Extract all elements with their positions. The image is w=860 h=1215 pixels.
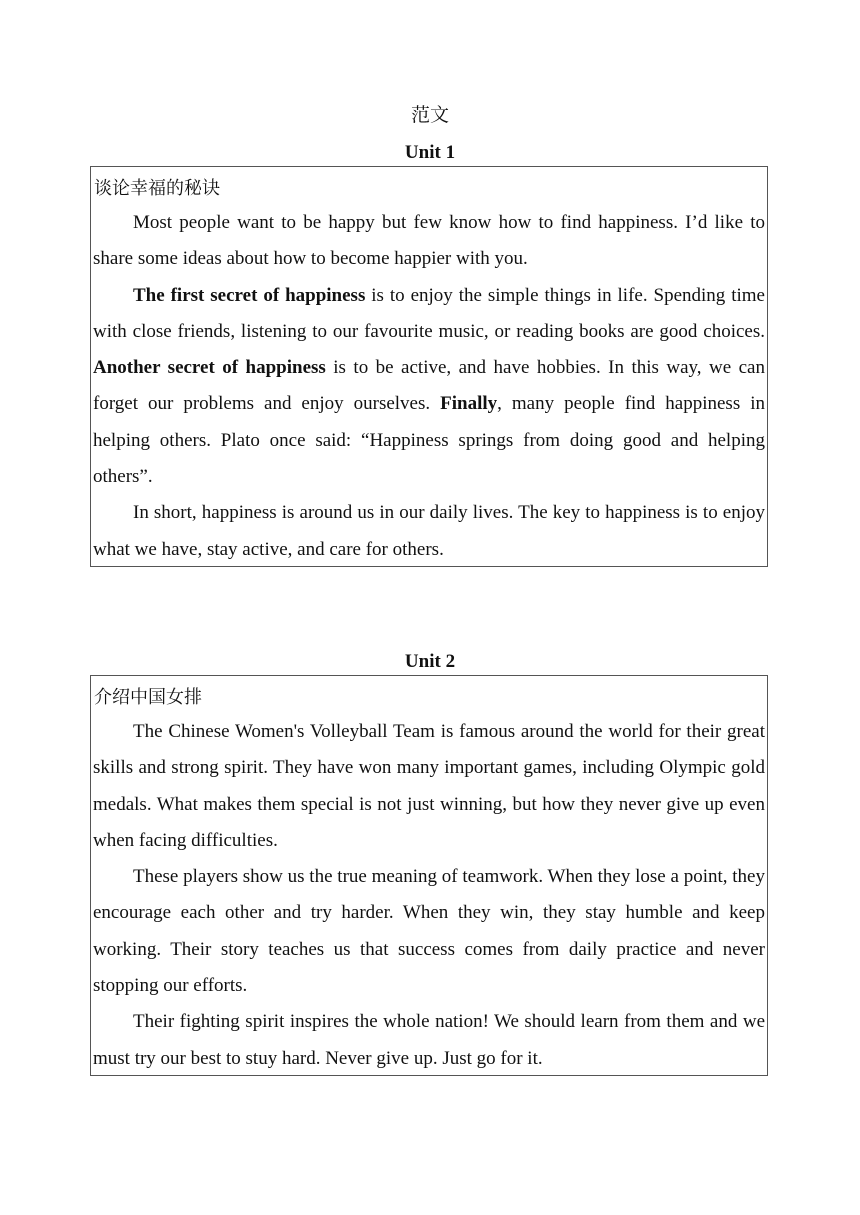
bold-phrase-first-secret: The first secret of happiness (133, 284, 366, 306)
bold-phrase-finally: Finally (440, 393, 498, 415)
bold-phrase-another-secret: Another secret of happiness (93, 357, 326, 379)
unit-2-box (90, 675, 768, 1076)
unit-1-paragraph-2 (93, 278, 765, 496)
paragraph-text: , many people find happiness in helping others. Plato once said: “Happiness springs from doing good and helping others”. (93, 393, 765, 488)
unit-2-box-title: 介绍中国女排 (94, 687, 202, 708)
unit-1-title: Unit 1 (404, 142, 456, 163)
unit-1-paragraph-1: Most people want to be happy but few know how to find happiness. I’d like to share some ideas about how to become happier with you. (93, 212, 765, 270)
unit-2-paragraph-1: The Chinese Women's Volleyball Team is famous around the world for their great skills and strong spirit. They have won many important games, including Olympic gold medals. What makes them special is not just winning, but how they never give up even when facing difficulties. (93, 721, 765, 851)
unit-1-box (90, 166, 768, 567)
unit-1-paragraph-3: In short, happiness is around us in our daily lives. The key to happiness is to enjoy what we have, stay active, and care for others. (93, 502, 765, 560)
unit-2-paragraph-2: These players show us the true meaning of teamwork. When they lose a point, they encourage each other and try harder. When they win, they stay humble and keep working. Their story teaches us that success comes from daily practice and never stopping our efforts. (93, 866, 765, 997)
page-heading: 范文 (410, 104, 449, 126)
paragraph-text: is to be active, and have hobbies. In this way, we can forget our problems and enjoy ourselves. (93, 357, 765, 415)
unit-2-paragraph-3: Their fighting spirit inspires the whole nation! We should learn from them and we must try our best to stuy hard. Never give up. Just go for it. (93, 1011, 765, 1069)
unit-1-box-title: 谈论幸福的秘诀 (94, 178, 220, 199)
paragraph-text: is to enjoy the simple things in life. Spending time with close friends, listening to our favourite music, or reading books are good choices. (93, 284, 765, 342)
unit-2-title: Unit 2 (404, 651, 456, 672)
